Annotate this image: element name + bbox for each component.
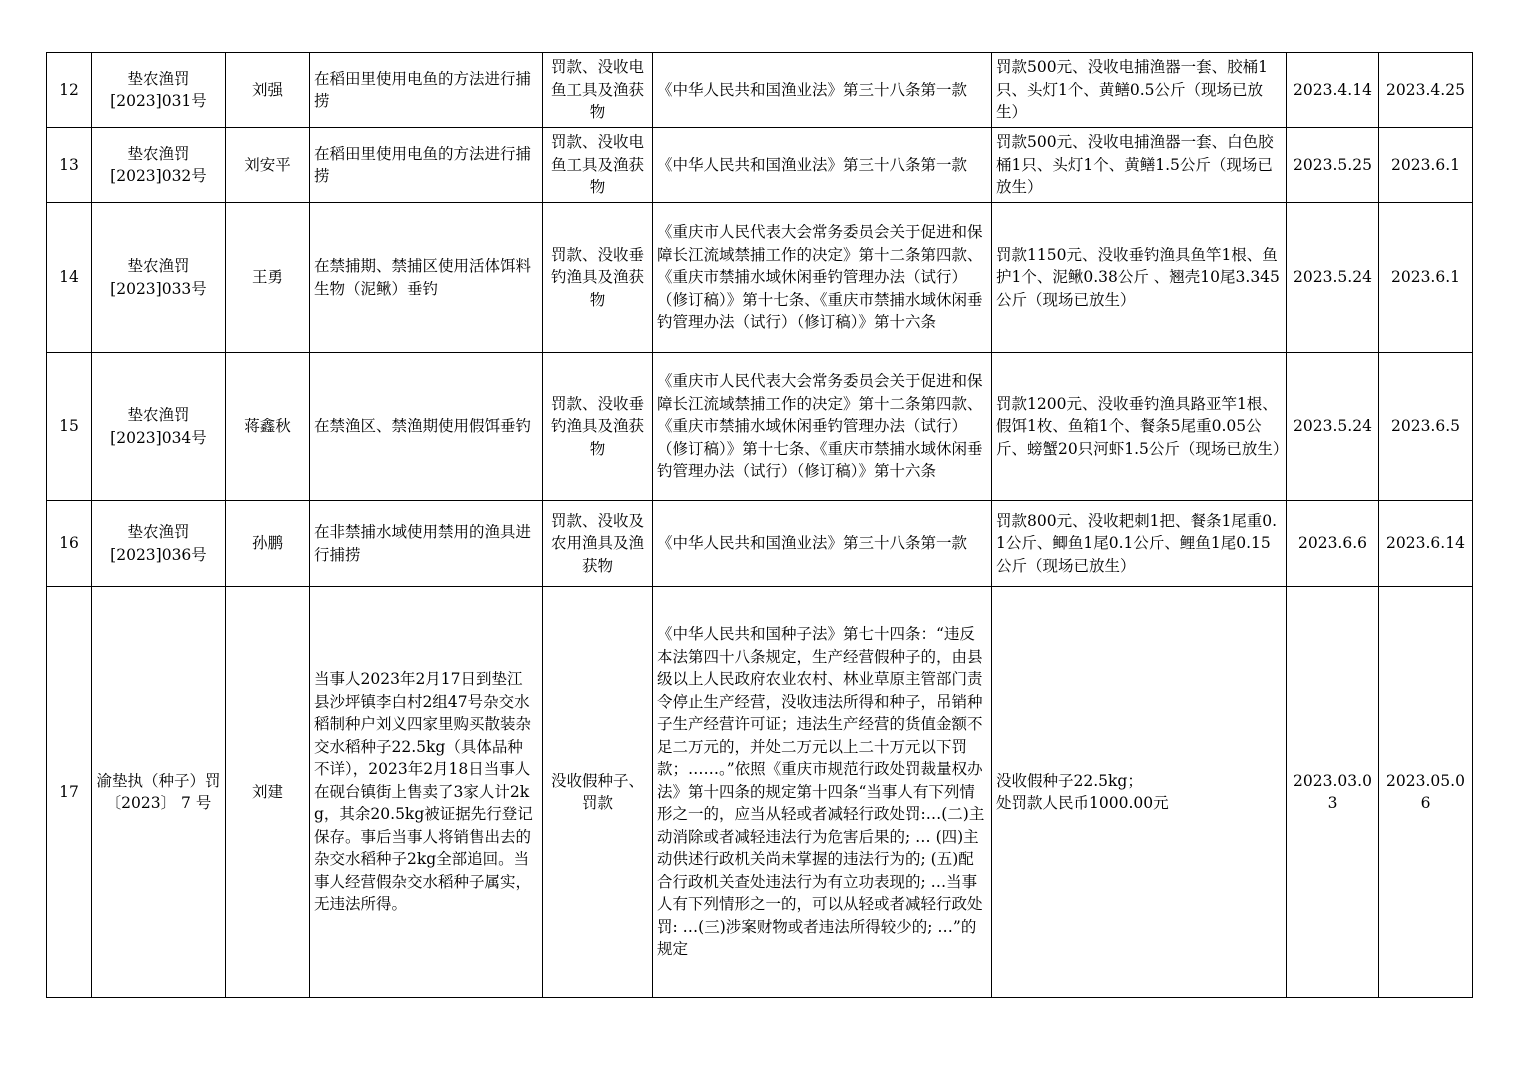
- execution-date: 2023.6.5: [1379, 353, 1473, 501]
- penalty-type: 罚款、没收电鱼工具及渔获物: [543, 128, 653, 203]
- violation-facts: 在禁捕期、禁捕区使用活体饵料生物（泥鳅）垂钓: [310, 203, 543, 353]
- party-name: 王勇: [226, 203, 310, 353]
- penalty-result: 罚款800元、没收耙刺1把、餐条1尾重0.1公斤、鲫鱼1尾0.1公斤、鲤鱼1尾0.15公斤（现场已放生）: [992, 501, 1287, 587]
- decision-date: 2023.5.24: [1287, 353, 1379, 501]
- table-row: [47, 128, 1473, 203]
- legal-basis: 《中华人民共和国种子法》第七十四条：“违反本法第四十八条规定，生产经营假种子的，由县级以上人民政府农业农村、林业草原主管部门责令停止生产经营，没收违法所得和种子，吊销种子生产经营许可证；违法生产经营的货值金额不足二万元的，并处二万元以上二十万元以下罚款；……。”依照《重庆市规范行政处罚裁量权办法》第十四条的规定第十四条“当事人有下列情形之一的，应当从轻或者减轻行政处罚:…(二)主动消除或者减轻违法行为危害后果的; … (四)主动供述行政机关尚未掌握的违法行为的; (五)配合行政机关查处违法行为有立功表现的; …当事人有下列情形之一的，可以从轻或者减轻行政处罚: …(三)涉案财物或者违法所得较少的; …”的规定: [653, 587, 992, 998]
- decision-document-number: 垫农渔罚 [2023]034号: [92, 353, 226, 501]
- penalty-records-table: [46, 52, 1473, 998]
- decision-document-number: 垫农渔罚 [2023]033号: [92, 203, 226, 353]
- decision-date: 2023.5.24: [1287, 203, 1379, 353]
- legal-basis: 《重庆市人民代表大会常务委员会关于促进和保障长江流域禁捕工作的决定》第十二条第四款、《重庆市禁捕水域休闲垂钓管理办法（试行）（修订稿）》第十七条、《重庆市禁捕水域休闲垂钓管理办法（试行）（修订稿）》第十六条: [653, 353, 992, 501]
- decision-date: 2023.5.25: [1287, 128, 1379, 203]
- table-row: [47, 203, 1473, 353]
- party-name: 蒋鑫秋: [226, 353, 310, 501]
- penalty-type: 没收假种子、罚款: [543, 587, 653, 998]
- legal-basis: 《中华人民共和国渔业法》第三十八条第一款: [653, 128, 992, 203]
- case-number: 12: [47, 53, 92, 128]
- execution-date: 2023.6.14: [1379, 501, 1473, 587]
- party-name: 孙鹏: [226, 501, 310, 587]
- violation-facts: 在稻田里使用电鱼的方法进行捕捞: [310, 128, 543, 203]
- decision-document-number: 垫农渔罚 [2023]036号: [92, 501, 226, 587]
- penalty-type: 罚款、没收垂钓渔具及渔获物: [543, 353, 653, 501]
- decision-document-number: 垫农渔罚 [2023]031号: [92, 53, 226, 128]
- penalty-type: 罚款、没收电鱼工具及渔获物: [543, 53, 653, 128]
- penalty-result: 罚款500元、没收电捕渔器一套、白色胶桶1只、头灯1个、黄鳝1.5公斤（现场已放生）: [992, 128, 1287, 203]
- table-row: [47, 587, 1473, 998]
- case-number: 17: [47, 587, 92, 998]
- execution-date: 2023.05.06: [1379, 587, 1473, 998]
- party-name: 刘强: [226, 53, 310, 128]
- legal-basis: 《中华人民共和国渔业法》第三十八条第一款: [653, 501, 992, 587]
- table-row: [47, 501, 1473, 587]
- decision-document-number: 渝垫执（种子）罚〔2023〕 7 号: [92, 587, 226, 998]
- violation-facts: 当事人2023年2月17日到垫江县沙坪镇李白村2组47号杂交水稻制种户刘义四家里购买散装杂交水稻种子22.5kg（具体品种不详），2023年2月18日当事人在砚台镇街上售卖了3家人计2kg，其余20.5kg被证据先行登记保存。事后当事人将销售出去的杂交水稻种子2kg全部追回。当事人经营假杂交水稻种子属实，无违法所得。: [310, 587, 543, 998]
- execution-date: 2023.6.1: [1379, 128, 1473, 203]
- decision-date: 2023.03.03: [1287, 587, 1379, 998]
- table-row: [47, 53, 1473, 128]
- penalty-result: 罚款500元、没收电捕渔器一套、胶桶1只、头灯1个、黄鳝0.5公斤（现场已放生）: [992, 53, 1287, 128]
- decision-document-number: 垫农渔罚 [2023]032号: [92, 128, 226, 203]
- penalty-type: 罚款、没收及农用渔具及渔获物: [543, 501, 653, 587]
- penalty-result: 罚款1150元、没收垂钓渔具鱼竿1根、鱼护1个、泥鳅0.38公斤 、翘壳10尾3.345公斤（现场已放生）: [992, 203, 1287, 353]
- legal-basis: 《重庆市人民代表大会常务委员会关于促进和保障长江流域禁捕工作的决定》第十二条第四款、《重庆市禁捕水域休闲垂钓管理办法（试行）（修订稿）》第十七条、《重庆市禁捕水域休闲垂钓管理办法（试行）（修订稿）》第十六条: [653, 203, 992, 353]
- execution-date: 2023.6.1: [1379, 203, 1473, 353]
- legal-basis: 《中华人民共和国渔业法》第三十八条第一款: [653, 53, 992, 128]
- violation-facts: 在禁渔区、禁渔期使用假饵垂钓: [310, 353, 543, 501]
- case-number: 14: [47, 203, 92, 353]
- decision-date: 2023.4.14: [1287, 53, 1379, 128]
- case-number: 16: [47, 501, 92, 587]
- party-name: 刘建: [226, 587, 310, 998]
- table-row: [47, 353, 1473, 501]
- penalty-result: 罚款1200元、没收垂钓渔具路亚竿1根、假饵1枚、鱼箱1个、餐条5尾重0.05公斤、螃蟹20只河虾1.5公斤（现场已放生）: [992, 353, 1287, 501]
- party-name: 刘安平: [226, 128, 310, 203]
- violation-facts: 在非禁捕水域使用禁用的渔具进行捕捞: [310, 501, 543, 587]
- penalty-type: 罚款、没收垂钓渔具及渔获物: [543, 203, 653, 353]
- penalty-result: 没收假种子22.5kg； 处罚款人民币1000.00元: [992, 587, 1287, 998]
- violation-facts: 在稻田里使用电鱼的方法进行捕捞: [310, 53, 543, 128]
- case-number: 13: [47, 128, 92, 203]
- decision-date: 2023.6.6: [1287, 501, 1379, 587]
- case-number: 15: [47, 353, 92, 501]
- execution-date: 2023.4.25: [1379, 53, 1473, 128]
